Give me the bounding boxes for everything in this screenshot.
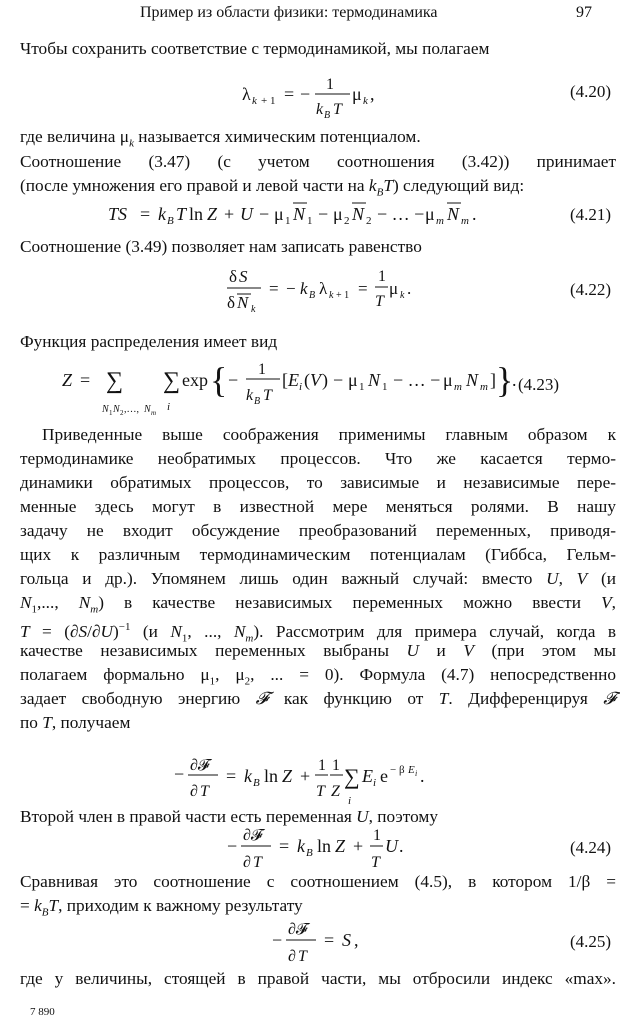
svg-text:i: i — [373, 777, 377, 789]
equation-number: (4.25) — [570, 932, 612, 951]
svg-text:k: k — [363, 95, 368, 107]
svg-text:+: + — [300, 766, 311, 786]
svg-text:2: 2 — [344, 215, 350, 227]
svg-text:2: 2 — [120, 409, 124, 417]
paragraph-6-line-2: термодинамике необратимых процессов. Что же касается термо- — [20, 449, 616, 468]
svg-text:S: S — [239, 267, 248, 286]
equation-number: (4.23) — [518, 375, 560, 394]
svg-text:.: . — [420, 766, 425, 786]
paragraph-7: Второй член в правой части есть переменная U, поэтому — [20, 807, 438, 826]
svg-text:=: = — [140, 204, 151, 224]
svg-text:B: B — [309, 290, 316, 301]
svg-text:=: = — [80, 370, 91, 390]
svg-text:−: − — [174, 764, 185, 784]
svg-text:+ 1: + 1 — [336, 290, 350, 301]
svg-text:+: + — [353, 836, 364, 856]
svg-text:1: 1 — [318, 757, 326, 774]
svg-text:i: i — [299, 381, 303, 393]
svg-text:∂𝓕: ∂𝓕 — [190, 757, 210, 774]
svg-text:− β: − β — [390, 764, 405, 776]
svg-text:,: , — [354, 930, 359, 950]
svg-text:−: − — [272, 930, 283, 950]
paragraph-5: Функция распределения имеет вид — [20, 332, 278, 351]
svg-text:T: T — [253, 854, 262, 871]
svg-text:k: k — [252, 95, 257, 107]
svg-text:δ: δ — [227, 293, 236, 312]
svg-text:∑: ∑ — [106, 368, 124, 394]
svg-text:−: − — [259, 204, 270, 224]
svg-text:E: E — [362, 766, 373, 786]
svg-text:E: E — [288, 370, 299, 390]
svg-text:Z: Z — [331, 783, 340, 800]
paragraph-6-line-5: задачу не входит обсуждение преобразований переменных, приводя- — [20, 521, 616, 540]
svg-text:i: i — [348, 795, 352, 807]
svg-text:1: 1 — [359, 381, 365, 393]
svg-text:S: S — [342, 930, 351, 950]
svg-text:μ: μ — [352, 84, 362, 104]
svg-text:k: k — [400, 290, 405, 301]
svg-text:Z: Z — [335, 836, 346, 856]
svg-text:B: B — [167, 215, 174, 227]
svg-text:1: 1 — [332, 757, 340, 774]
svg-text:−: − — [228, 370, 239, 390]
svg-text:N: N — [144, 404, 151, 415]
svg-text:e: e — [380, 766, 388, 786]
svg-text:N: N — [447, 204, 460, 224]
svg-text:U: U — [240, 204, 253, 224]
svg-text:λ: λ — [319, 279, 328, 298]
svg-text:.: . — [512, 370, 517, 390]
svg-text:∂: ∂ — [190, 783, 198, 800]
svg-text:1: 1 — [382, 381, 388, 393]
svg-text:=: = — [284, 84, 295, 104]
paragraph-6-line-1: Приведенные выше соображения применимы главным образом к — [42, 425, 616, 444]
svg-text:m: m — [461, 215, 469, 227]
svg-text:μ: μ — [274, 204, 284, 224]
svg-text:B: B — [306, 847, 313, 859]
svg-text:T: T — [375, 293, 384, 310]
svg-text:1: 1 — [373, 827, 381, 844]
svg-text:]: ] — [490, 370, 496, 390]
svg-text:∂: ∂ — [288, 948, 296, 965]
svg-text:exp: exp — [182, 370, 208, 390]
svg-text:m: m — [480, 381, 488, 393]
paragraph-2: где величина $\mu_k$ называется химическим потенциалом. — [20, 127, 421, 150]
printer-signature: 7 890 — [30, 1006, 55, 1018]
svg-text:k: k — [158, 204, 166, 224]
svg-text:N: N — [466, 370, 479, 390]
svg-text:−: − — [318, 204, 329, 224]
svg-text:=: = — [279, 836, 290, 856]
svg-text:TS: TS — [108, 204, 128, 224]
svg-text:+ 1: + 1 — [261, 95, 276, 107]
svg-text:−: − — [300, 84, 311, 104]
svg-text:∂: ∂ — [243, 854, 251, 871]
svg-text:m: m — [454, 381, 462, 393]
svg-text:2: 2 — [366, 215, 372, 227]
svg-text:i: i — [415, 769, 418, 778]
svg-text:=: = — [324, 930, 335, 950]
paragraph-4: Соотношение (3.49) позволяет нам записать равенство — [20, 237, 422, 256]
svg-text:∂𝓕: ∂𝓕 — [243, 827, 263, 844]
page-number: 97 — [576, 4, 592, 21]
svg-text:k: k — [251, 304, 256, 315]
paragraph-6-line-10: качестве независимых переменных выбраны U и V (при этом мы — [20, 641, 616, 660]
svg-text:=: = — [358, 279, 368, 298]
paragraph-6-line-7: гольца и др.). Упомянем лишь один важный случай: вместо U, V (и — [20, 569, 616, 588]
paragraph-8-line-1: Сравнивая это соотношение с соотношением (4.5), в котором 1/β = — [20, 872, 616, 891]
svg-text:1: 1 — [258, 361, 266, 378]
paragraph-6-line-3: динамики обратимых процессов, то зависимые и независимые пере- — [20, 473, 616, 492]
svg-text:}: } — [496, 360, 514, 400]
equation-number: (4.24) — [570, 838, 612, 857]
svg-text:− … −: − … − — [377, 204, 425, 224]
paragraph-1: Чтобы сохранить соответствие с термодинамикой, мы полагаем — [20, 39, 490, 58]
svg-text:B: B — [254, 396, 261, 407]
svg-text:∑: ∑ — [344, 764, 360, 789]
svg-text:−: − — [333, 370, 344, 390]
svg-text:=: = — [226, 766, 237, 786]
svg-text:N: N — [352, 204, 365, 224]
paragraph-3-line-2: (после умножения его правой и левой части на $k_BT$) следующий вид: — [20, 176, 525, 199]
svg-text:): ) — [322, 370, 328, 390]
svg-text:∂𝓕: ∂𝓕 — [288, 921, 308, 938]
equation-number: (4.21) — [570, 205, 612, 224]
svg-text:m: m — [151, 409, 157, 417]
svg-text:μ: μ — [425, 204, 435, 224]
svg-text:T: T — [200, 783, 209, 800]
equation-number: (4.20) — [570, 82, 612, 101]
svg-text:δ: δ — [229, 267, 238, 286]
svg-text:k: k — [300, 279, 308, 298]
svg-text:k: k — [316, 101, 324, 118]
running-title: Пример из области физики: термодинамика — [140, 4, 438, 21]
svg-text:T: T — [371, 854, 380, 871]
svg-text:Z: Z — [282, 766, 293, 786]
svg-text:(: ( — [304, 370, 310, 390]
svg-text:Z: Z — [62, 370, 73, 390]
svg-text:λ: λ — [242, 84, 251, 104]
svg-text:V: V — [310, 370, 321, 390]
paragraph-6-line-12: задает свободную энергию 𝓕 как функцию от T. Дифференцируя 𝓕 — [20, 689, 617, 708]
svg-text:.: . — [399, 836, 404, 856]
paragraph-6-line-11: полагаем формально $\mu_1$, $\mu_2$, ... = 0). Формула (4.7) непосредственно — [20, 665, 617, 688]
svg-text:∑: ∑ — [163, 368, 181, 394]
svg-text:B: B — [253, 777, 260, 789]
svg-text:ln: ln — [317, 836, 332, 856]
svg-text:μ: μ — [443, 370, 453, 390]
svg-text:N: N — [102, 404, 109, 415]
svg-text:E: E — [408, 764, 415, 776]
svg-text:Z: Z — [207, 204, 218, 224]
svg-text:μ: μ — [348, 370, 358, 390]
svg-text:μ: μ — [333, 204, 343, 224]
svg-text:1: 1 — [307, 215, 313, 227]
svg-text:−: − — [227, 836, 238, 856]
svg-text:1: 1 — [326, 76, 334, 93]
paragraph-6-line-13: по T, получаем — [20, 713, 131, 732]
svg-text:.: . — [407, 279, 412, 298]
paragraph-3-line-1: Соотношение (3.47) (с учетом соотношения (3.42)) принимает — [20, 152, 616, 171]
svg-text:i: i — [167, 401, 171, 413]
svg-text:+: + — [224, 204, 235, 224]
paragraph-6-line-8: $N_1$,..., $N_m$) в качестве независимых переменных можно ввести V, — [20, 593, 616, 616]
svg-text:ln: ln — [264, 766, 279, 786]
svg-text:,: , — [370, 84, 375, 104]
svg-text:− … −: − … − — [393, 370, 441, 390]
svg-text:m: m — [436, 215, 444, 227]
svg-text:μ: μ — [389, 279, 399, 298]
svg-text:k: k — [246, 387, 254, 404]
svg-text:1: 1 — [109, 409, 113, 417]
svg-text:[: [ — [282, 370, 288, 390]
paragraph-6-line-6: щих к различным термодинамическим потенциалам (Гиббса, Гельм- — [20, 545, 616, 564]
svg-text:=: = — [269, 279, 279, 298]
svg-text:ln: ln — [189, 204, 204, 224]
svg-text:T: T — [298, 948, 307, 965]
svg-text:N: N — [293, 204, 306, 224]
svg-text:T: T — [333, 101, 342, 118]
svg-text:U: U — [385, 836, 398, 856]
svg-text:N: N — [237, 293, 249, 312]
svg-text:k: k — [329, 290, 334, 301]
equation-number: (4.22) — [570, 280, 612, 299]
paragraph-6-line-4: менные здесь могут в известной мере меняться ролями. В нашу — [20, 497, 616, 516]
svg-text:k: k — [297, 836, 305, 856]
svg-text:1: 1 — [285, 215, 291, 227]
paragraph-6-line-9: $T = (\partial S/\partial U)^{-1}$ (и $N_1$, ..., $N_m$). Рассмотрим для примера случай, когда в — [20, 621, 616, 645]
svg-text:{: { — [210, 360, 228, 400]
svg-text:T: T — [176, 204, 187, 224]
svg-text:1: 1 — [378, 268, 386, 285]
svg-text:−: − — [286, 279, 296, 298]
svg-text:k: k — [244, 766, 252, 786]
svg-text:T: T — [263, 387, 272, 404]
svg-text:B: B — [324, 110, 331, 120]
paragraph-9: где у величины, стоящей в правой части, мы отбросили индекс «max». — [20, 969, 616, 988]
paragraph-8-line-2: = $k_BT$, приходим к важному результату — [20, 896, 303, 919]
svg-text:,…,: ,…, — [124, 404, 139, 415]
svg-text:.: . — [472, 204, 477, 224]
svg-text:N: N — [368, 370, 381, 390]
svg-text:N: N — [113, 404, 120, 415]
svg-text:T: T — [316, 783, 325, 800]
